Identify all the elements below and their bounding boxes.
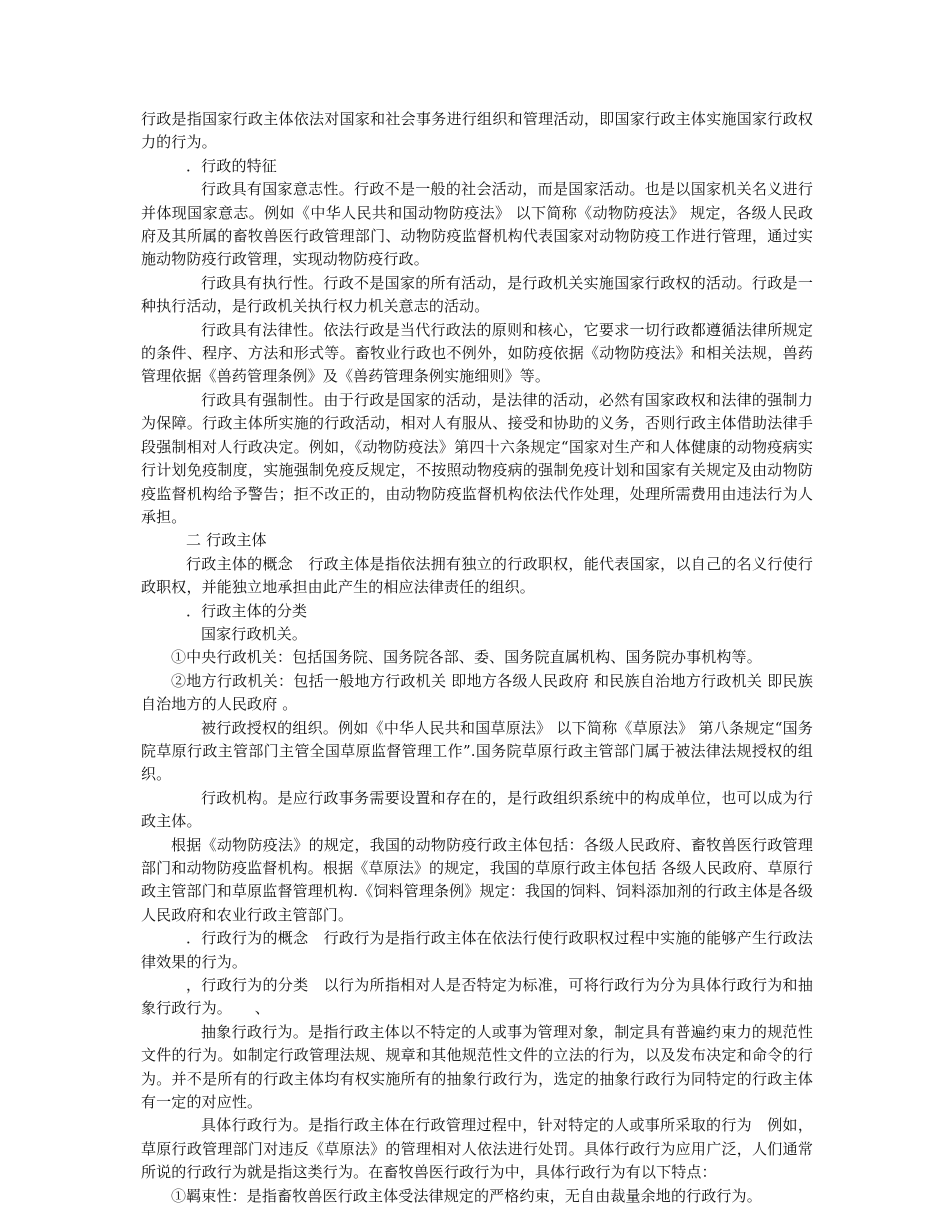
heading-features: ．行政的特征 xyxy=(186,156,277,175)
heading-subject: 二 行政主体 xyxy=(186,531,267,550)
paragraph-national-will: 行政具有国家意志性。行政不是一般的社会活动，而是国家活动。也是以国家机关名义进行并体现国家意志。例如《中华人民共和国动物防疫法》 以下简称《动物防疫法》 规定，各级人民政府及其所属的畜牧兽医行政管理部门、动物防疫监督机构代表国家对动物防疫工作进行管理，通过实施动物防疫行政管理，实现动物防疫行政。 xyxy=(141,180,813,269)
paragraph-state-organs: 国家行政机关。 xyxy=(201,624,308,643)
list-item-binding: ①羁束性：是指畜牧兽医行政主体受法律规定的严格约束，无自由裁量余地的行政行为。 xyxy=(171,1186,762,1205)
list-item-central: ①中央行政机关：包括国务院、国务院各部、委、国务院直属机构、国务院办事机构等。 xyxy=(171,648,762,667)
paragraph-authorized-org: 被行政授权的组织。例如《中华人民共和国草原法》 以下简称《草原法》 第八条规定“国务院草原行政主管部门主管全国草原监督管理工作”.国务院草原行政主管部门属于被法律法规授权的组织。 xyxy=(141,718,813,784)
paragraph-coercive: 行政具有强制性。由于行政是国家的活动，是法律的活动，必然有国家政权和法律的强制力为保障。行政主体所实施的行政活动，相对人有服从、接受和协助的义务，否则行政主体借助法律手段强制相对人行政决定。例如，《动物防疫法》第四十六条规定“国家对生产和人体健康的动物疫病实行计划免疫制度，实施强制免疫反规定，不按照动物疫病的强制免疫计划和国家有关规定及由动物防疫监督机构给予警告；拒不改正的，由动物防疫监督机构依法代作处理，处理所需费用由违法行为人承担。 xyxy=(141,390,813,526)
paragraph-according-to: 根据《动物防疫法》的规定，我国的动物防疫行政主体包括：各级人民政府、畜牧兽医行政管理部门和动物防疫监督机构。根据《草原法》的规定，我国的草原行政主体包括 各级人民政府、草原行政主管部门和草原监督管理机构.《饲料管理条例》规定：我国的饲料、饲料添加剂的行政主体是各级人民政府和农业行政主管部门。 xyxy=(141,835,813,924)
paragraph-act-concept: ．行政行为的概念 行政行为是指行政主体在依法行使行政职权过程中实施的能够产生行政法律效果的行为。 xyxy=(141,929,813,971)
paragraph-abstract-act: 抽象行政行为。是指行政主体以不特定的人或事为管理对象，制定具有普遍约束力的规范性文件的行为。如制定行政管理法规、规章和其他规范性文件的立法的行为，以及发布决定和命令的行为。并不是所有的行政主体均有权实施所有的抽象行政行为，选定的抽象行政行为同特定的行政主体有一定的对应性。 xyxy=(141,1022,813,1112)
body-text xyxy=(141,108,813,1208)
paragraph-definition: 行政是指国家行政主体依法对国家和社会事务进行组织和管理活动，即国家行政主体实施国家行政权力的行为。 xyxy=(141,110,813,152)
paragraph-executive: 行政具有执行性。行政不是国家的所有活动，是行政机关实施国家行政权的活动。行政是一种执行活动，是行政机关执行权力机关意志的活动。 xyxy=(141,273,813,316)
paragraph-subject-concept: 行政主体的概念 行政主体是指依法拥有独立的行政职权，能代表国家，以自己的名义行使行政职权，并能独立地承担由此产生的相应法律责任的组织。 xyxy=(141,554,813,597)
paragraph-agency: 行政机构。是应行政事务需要设置和存在的，是行政组织系统中的构成单位，也可以成为行政主体。 xyxy=(141,788,813,831)
heading-subject-classification: ．行政主体的分类 xyxy=(186,601,308,620)
list-item-local: ②地方行政机关：包括一般地方行政机关 即地方各级人民政府 和民族自治地方行政机关 即民族自治地方的人民政府 。 xyxy=(141,671,813,714)
paragraph-specific-act: 具体行政行为。是指行政主体在行政管理过程中，针对特定的人或事所采取的行为 例如，草原行政管理部门对违反《草原法》的管理相对人依法进行处罚。具体行政行为应用广泛，人们通常所说的行政行为就是指这类行为。在畜牧兽医行政行为中，具体行政行为有以下特点： xyxy=(141,1116,813,1182)
paragraph-legal: 行政具有法律性。依法行政是当代行政法的原则和核心，它要求一切行政都遵循法律所规定的条件、程序、方法和形式等。畜牧业行政也不例外，如防疫依据《动物防疫法》和相关法规，兽药管理依据《兽药管理条例》及《兽药管理条例实施细则》等。 xyxy=(141,320,813,386)
paragraph-act-classification: ，行政行为的分类 以行为所指相对人是否特定为标准，可将行政行为分为具体行政行为和抽象行政行为。 、 xyxy=(141,976,813,1018)
